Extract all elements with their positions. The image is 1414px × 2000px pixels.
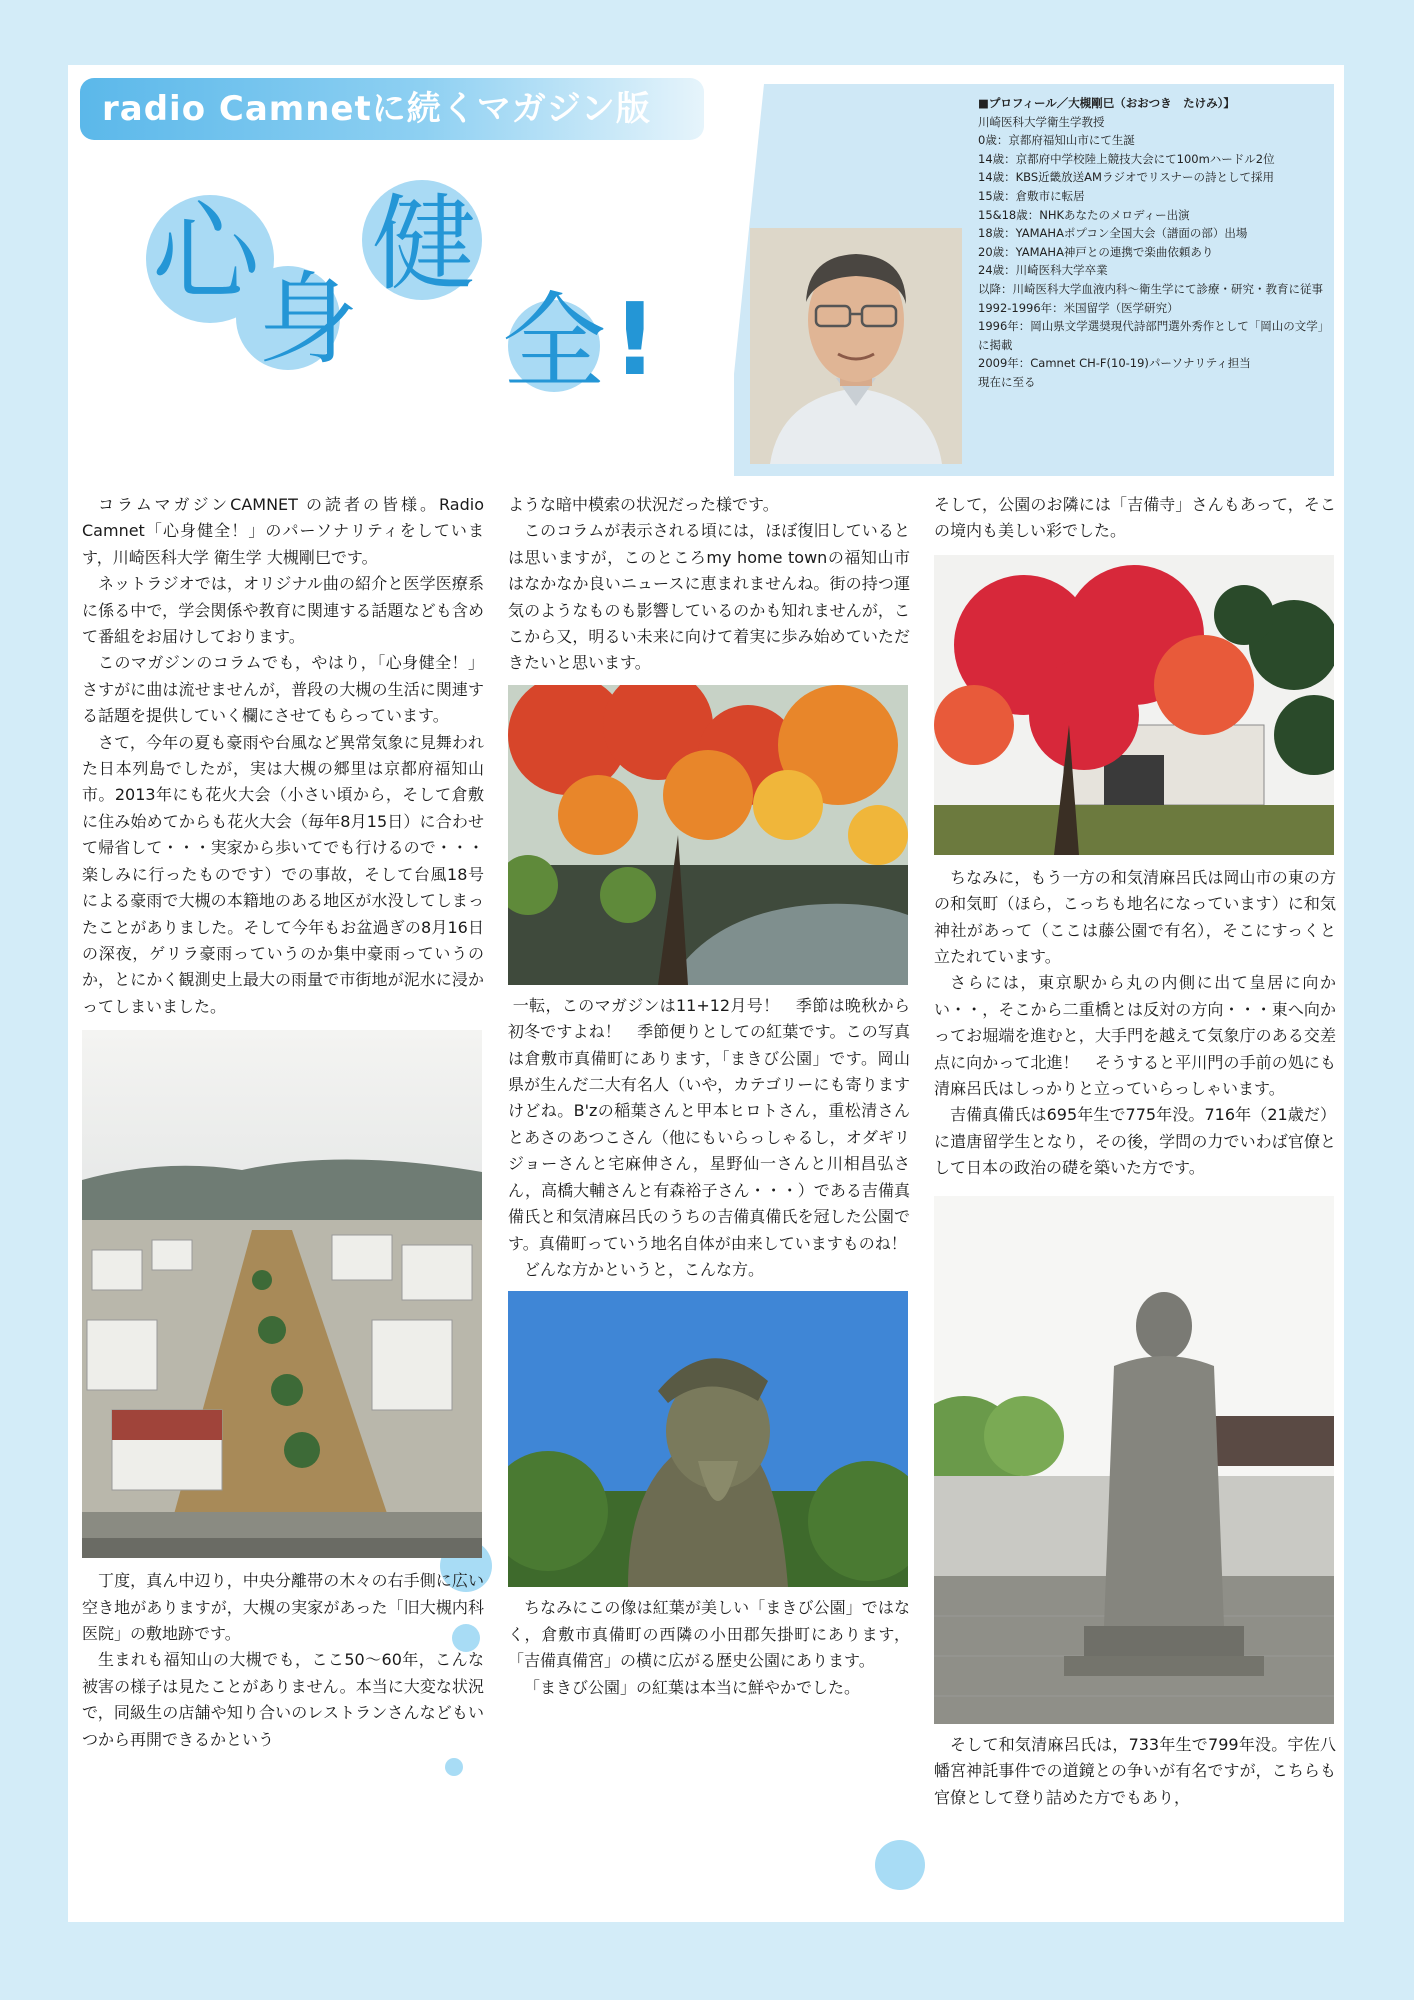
paragraph: 吉備真備氏は695年生で775年没。716年（21歳だ）に遣唐留学生となり，その後，学問の力でいわば官僚として日本の政治の礎を築いた方です。 xyxy=(934,1105,1336,1178)
title-char-5: ! xyxy=(612,281,658,398)
paragraph: 生まれも福知山の大槻でも，ここ50～60年，こんな被害の様子は見たことがありません。本当に大変な状況で，同級生の店舗や知り合いのレストランさんなどもいつから再開できるかという xyxy=(82,1650,484,1749)
paragraph: このコラムが表示される頃には，ほぼ復旧しているとは思いますが，このところmy home townの福知山市はなかなか良いニュースに恵まれませんね。街の持つ運気のようなものも影響しているのかも知れませんが，ここから又，明るい未来に向けて着実に歩み始めていただきたいと思います。 xyxy=(508,521,910,673)
profile-line: 15歳：倉敷市に転居 xyxy=(978,188,1085,203)
title-char-3: 健 xyxy=(372,183,477,305)
profile-line: 15&18歳：NHKあなたのメロディー出演 xyxy=(978,207,1190,222)
profile-line: 以降：川崎医科大学血液内科～衛生学にて診療・研究・教育に従事 xyxy=(978,281,1323,296)
kibi-temple-photo xyxy=(934,555,1334,855)
decor-dot xyxy=(445,1758,463,1776)
profile-line: 2009年：Camnet CH-F(10-19)パーソナリティ担当 xyxy=(978,356,1251,371)
article-column-1 xyxy=(82,492,484,1753)
paragraph: 「まきび公園」の紅葉は本当に鮮やかでした。 xyxy=(524,1677,861,1697)
paragraph: ちなみにこの像は紅葉が美しい「まきび公園」ではなく，倉敷市真備町の西隣の小田郡矢掛町にあります，「吉備真備宮」の横に広がる歴史公園にあります。 xyxy=(508,1598,910,1671)
paragraph: ネットラジオでは，オリジナル曲の紹介と医学医療系に係る中で，学会関係や教育に関連する話題なども含めて番組をお届けしております。 xyxy=(82,574,484,647)
paragraph: さて，今年の夏も豪雨や台風など異常気象に見舞われた日本列島でしたが，実は大槻の郷里は京都府福知山市。2013年にも花火大会（小さい頃から，そして倉敷に住み始めてからも花火大会（毎年8月15日）に合わせて帰省して・・・実家から歩いてでも行けるので・・・楽しみに行ったものです）での事故，そして台風18号による豪雨で大槻の本籍地のある地区が水没してしまったことがありました。そして今年もお盆過ぎの8月16日の深夜，ゲリラ豪雨っていうのか集中豪雨っていうのか，とにかく観測史上最大の雨量で市街地が泥水に浸かってしまいました。 xyxy=(82,732,484,1016)
profile-line: 14歳：京都府中学校陸上競技大会にて100mハードル2位 xyxy=(978,151,1275,166)
paragraph: 丁度，真ん中辺り，中央分離帯の木々の右手側に広い空き地がありますが，大槻の実家があった「旧大槻内科医院」の敷地跡です。 xyxy=(82,1571,484,1643)
statue-kibi-photo xyxy=(508,1291,908,1587)
paragraph: コラムマガジンCAMNET の読者の皆様。Radio Camnet「心身健全！」のパーソナリティをしています，川崎医科大学 衛生学 大槻剛巳です。 xyxy=(82,495,484,567)
profile-line: 川崎医科大学衛生学教授 xyxy=(978,114,1105,129)
autumn-park-photo xyxy=(508,685,908,985)
title-char-1: 心 xyxy=(152,191,261,316)
paragraph: ちなみに，もう一方の和気清麻呂氏は岡山市の東の方の和気町（ほら，こっちも地名になっています）に和気神社があって（ここは藤公園で有名），そこにすっくと立たれています。 xyxy=(934,867,1336,967)
statue-wake-photo xyxy=(934,1196,1334,1724)
profile-line: 14歳：KBS近畿放送AMラジオでリスナーの詩として採用 xyxy=(978,170,1274,185)
paragraph: ような暗中模索の状況だった様です。 xyxy=(508,495,779,514)
paragraph: 一転，このマガジンは11+12月号！ 季節は晩秋から初冬ですよね！ 季節便りとしての紅葉です。この写真は倉敷市真備町にあります，「まきび公園」です。岡山県が生んだ二大有名人（いや，カテゴリーにも寄りますけどね。B'zの稲葉さんと甲本ヒロトさん，重松清さんとあさのあつこさん（他にもいらっしゃるし，オダギリジョーさんと宅麻伸さん，星野仙一さんと川相昌弘さん，高橋大輔さんと有森裕子さん・・・）である吉備真備氏と和気清麻呂氏のうちの吉備真備氏を冠した公園です。真備町っていう地名自体が由来していますものね！ xyxy=(508,995,910,1253)
paragraph: そして，公園のお隣には「吉備寺」さんもあって，そこの境内も美しい彩でした。 xyxy=(934,495,1336,541)
paragraph: どんな方かというと，こんな方。 xyxy=(524,1259,765,1279)
paragraph: そして和気清麻呂氏は，733年生で799年没。宇佐八幡宮神託事件での道鏡との争いが有名ですが，こちらも官僚として登り詰めた方でもあり， xyxy=(934,1734,1336,1807)
profile-heading: ■プロフィール／大槻剛巳（おおつき たけみ）】 xyxy=(978,96,1235,110)
profile-line: 1992-1996年：米国留学（医学研究） xyxy=(978,300,1179,315)
profile-line: 20歳：YAMAHA神戸との連携で楽曲依頼あり xyxy=(978,244,1214,259)
profile-line: 現在に至る xyxy=(978,374,1036,389)
paragraph: このマガジンのコラムでも，やはり，「心身健全！」さすがに曲は流せませんが，普段の大槻の生活に関連する話題を提供していく欄にさせてもらっています。 xyxy=(82,653,484,726)
article-column-3 xyxy=(934,492,1336,1811)
author-profile xyxy=(978,94,1328,392)
profile-line: 18歳：YAMAHAポプコン全国大会（譜面の部）出場 xyxy=(978,226,1248,241)
author-portrait xyxy=(750,228,962,464)
profile-line: 0歳：京都府福知山市にて生誕 xyxy=(978,133,1135,148)
article-column-2 xyxy=(508,492,910,1701)
title-char-4: 全 xyxy=(502,281,607,403)
flood-photo xyxy=(82,1030,482,1558)
profile-line: 1996年：岡山県文学選奨現代詩部門選外秀作として「岡山の文学」に掲載 xyxy=(978,319,1324,352)
profile-line: 24歳：川崎医科大学卒業 xyxy=(978,263,1108,278)
title-char-2: 身 xyxy=(258,261,358,378)
decor-dot xyxy=(875,1840,925,1890)
paragraph: さらには，東京駅から丸の内側に出て皇居に向かい・・，そこから二重橋とは反対の方向・・・東へ向かってお堀端を進むと，大手門を越えて気象庁のある交差点に向かって北進！ そうすると平川門の手前の処にも清麻呂氏はしっかりと立っていらっしゃいます。 xyxy=(934,973,1336,1099)
series-banner: radio Camnetに続くマガジン版 xyxy=(80,78,704,140)
